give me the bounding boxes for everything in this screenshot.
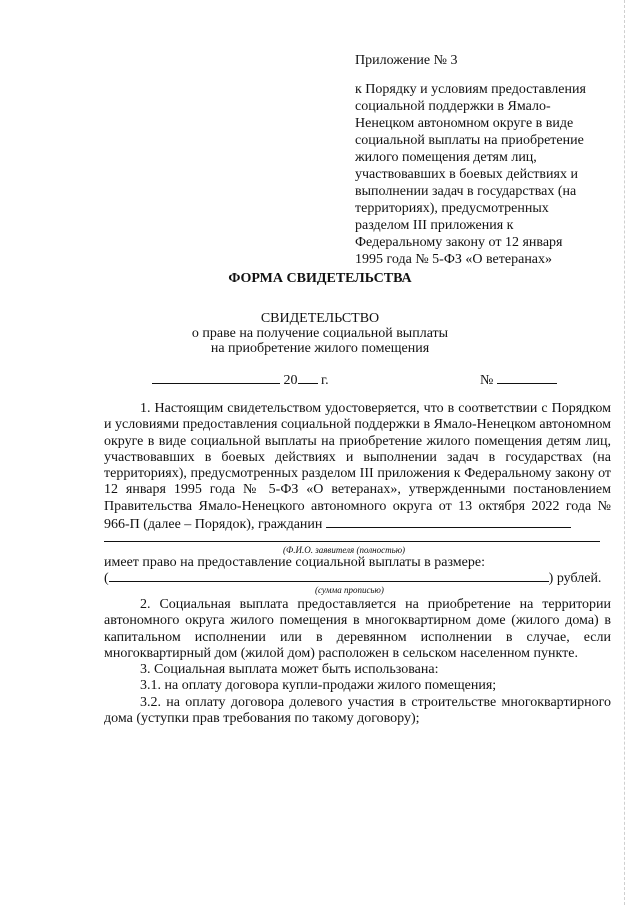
appendix-block: [355, 52, 600, 268]
appendix-line: Федеральному закону от 12 января: [355, 235, 563, 250]
appendix-line: участвовавших в боевых действиях и: [355, 167, 578, 182]
appendix-line: выполнении задач в государствах (на: [355, 184, 577, 199]
number-line: [480, 371, 557, 389]
fio-caption: (Ф.И.О. заявителя (полностью): [283, 545, 406, 555]
sum-open-paren: (: [104, 571, 109, 586]
citizen-name-blank[interactable]: [326, 515, 571, 528]
fio-line[interactable]: [104, 541, 600, 542]
paragraph-1: [104, 401, 611, 533]
number-blank[interactable]: [497, 371, 557, 384]
appendix-line: социальной выплаты на приобретение: [355, 133, 584, 148]
year-blank[interactable]: [298, 371, 318, 384]
paragraph-2: 2. Социальная выплата предоставляется на приобретение на территории автономного округа жилого помещения в многоквартирном доме (жилого дома) в капитальном исполнении или в деревянном исполнении в случае, если многоквартирный дом (жилой дом) расположен в сельском населенном пункте.: [104, 597, 611, 661]
paragraph-3-2: 3.2. на оплату договора долевого участия в строительстве многоквартирного дома (уступки прав требования по такому договору);: [104, 694, 611, 727]
appendix-line: территориях), предусмотренных: [355, 201, 549, 216]
date-line: [152, 371, 329, 389]
certificate-subtitle: о праве на получение социальной выплаты: [191, 326, 449, 341]
certificate-subtitle: на приобретение жилого помещения: [210, 341, 430, 356]
paragraph-3-1: 3.1. на оплату договора купли-продажи жилого помещения;: [140, 678, 497, 694]
certificate-title: СВИДЕТЕЛЬСТВО: [260, 311, 380, 326]
year-suffix: г.: [321, 373, 329, 388]
appendix-line: разделом III приложения к: [355, 218, 514, 233]
paragraphs-block: [104, 597, 611, 727]
right-line: имеет право на предоставление социальной выплаты в размере:: [104, 555, 485, 570]
paragraph-3: 3. Социальная выплата может быть использована:: [140, 662, 439, 678]
certificate-heading: [0, 311, 640, 356]
sum-blank[interactable]: [109, 569, 549, 582]
year-prefix: 20: [283, 373, 298, 388]
date-blank[interactable]: [152, 371, 280, 384]
appendix-number: Приложение № 3: [355, 53, 458, 68]
appendix-line: Ненецком автономном округе в виде: [355, 116, 574, 131]
number-label: №: [480, 373, 494, 388]
appendix-line: к Порядку и условиям предоставления: [355, 82, 586, 97]
paragraph-1-block: [104, 401, 611, 533]
sum-close: ) рублей.: [548, 571, 602, 586]
appendix-line: 1995 года № 5-ФЗ «О ветеранах»: [355, 252, 553, 267]
form-title: ФОРМА СВИДЕТЕЛЬСТВА: [228, 271, 412, 286]
sum-caption: (сумма прописью): [315, 585, 384, 595]
scan-edge-line: [624, 0, 626, 905]
appendix-line: социальной поддержки в Ямало-: [355, 99, 551, 114]
appendix-line: жилого помещения детям лиц,: [355, 150, 537, 165]
paragraph-1-text: 1. Настоящим свидетельством удостоверяется, что в соответствии с Порядком и условиями предоставления социальной поддержки в Ямало-Ненецком автономном округе в виде социальной выплаты на приобретение жилого помещения детям лиц, участвовавших в боевых действиях и выполнении задач в государствах (на территориях), предусмотренных разделом III приложения к Федеральному закону от 12 января 1995 года № 5-ФЗ «О ветеранах», утвержденными постановлением Правительства Ямало-Ненецкого автономного округа от 13 октября 2022 года № 966-П (далее – Порядок), гражданин: [104, 401, 611, 533]
